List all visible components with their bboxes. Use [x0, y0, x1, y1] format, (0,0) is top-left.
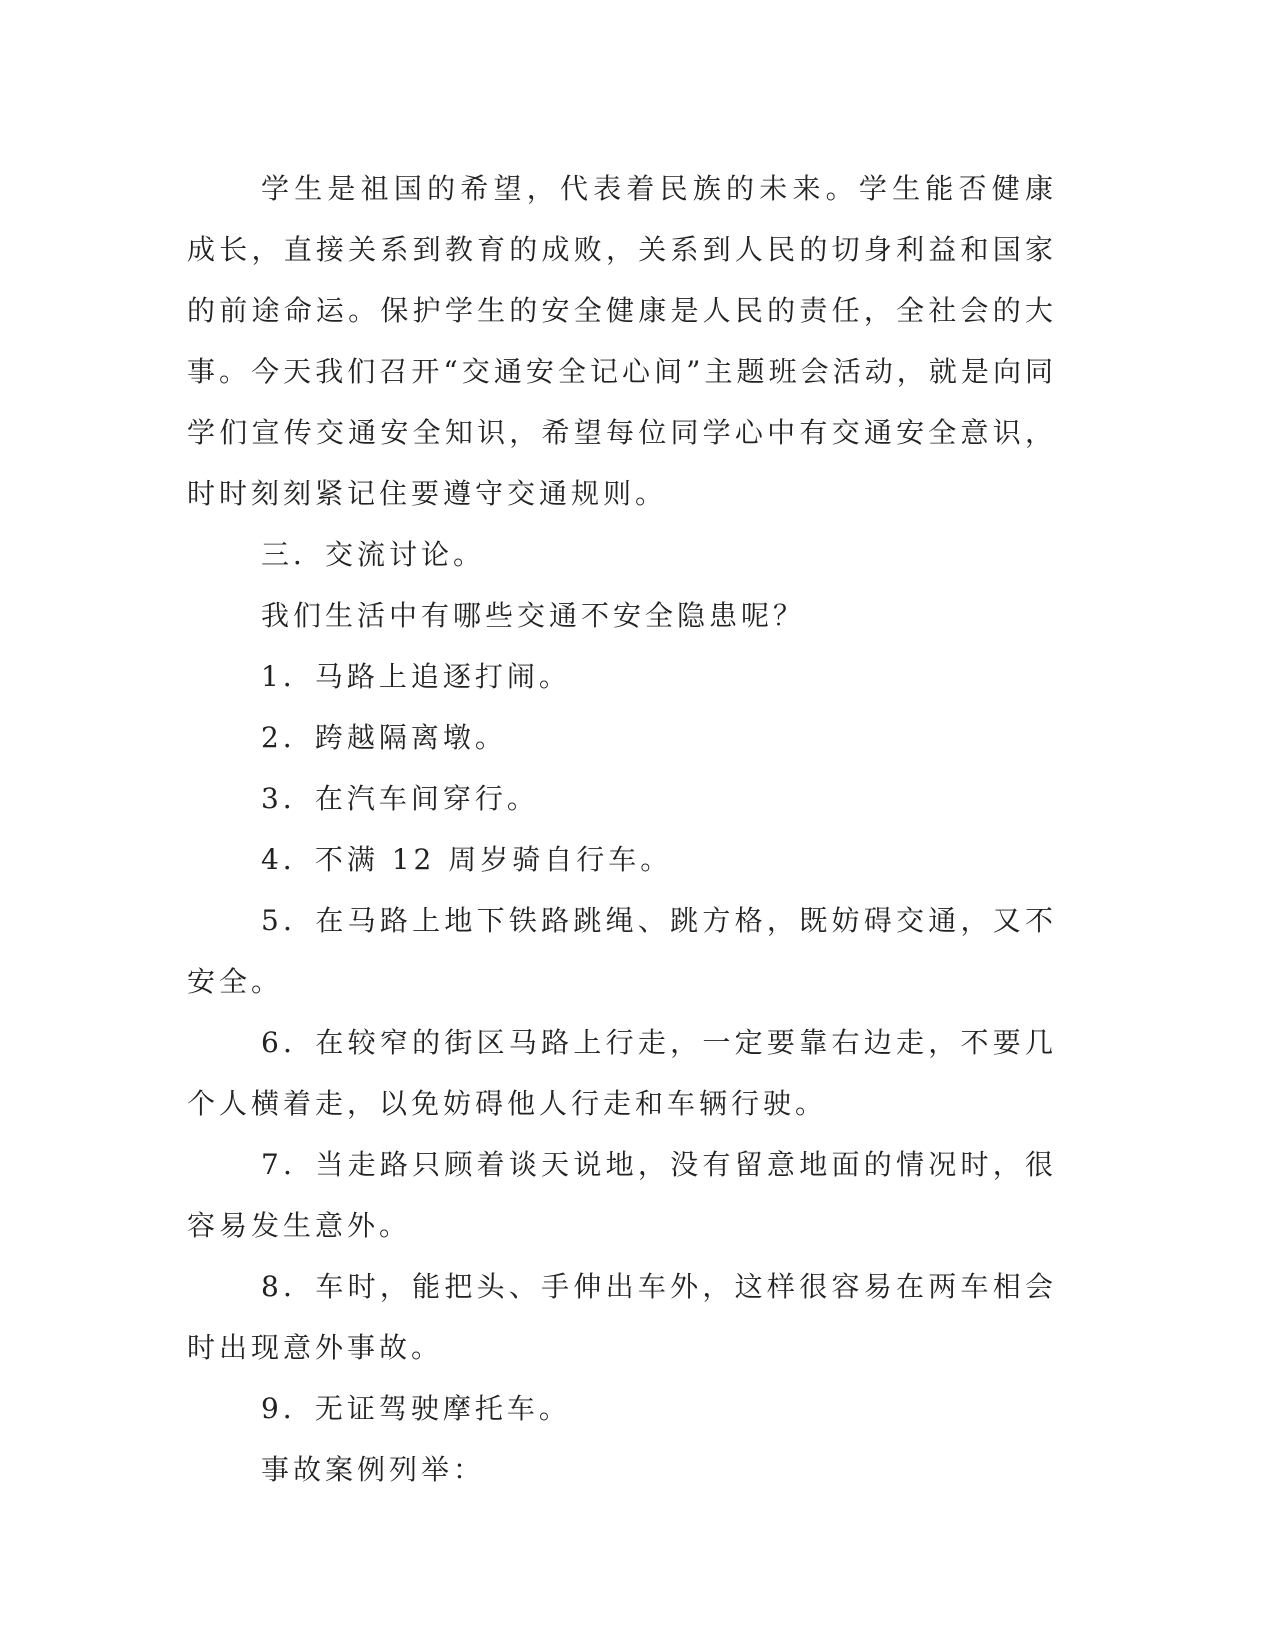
- paragraph-case-examples: 事故案例列举：: [261, 1453, 486, 1486]
- list-item-6: 6．在较窄的街区马路上行走，一定要靠右边走，不要几个人横着走，以免妨碍他人行走和车辆行驶。: [187, 1026, 1057, 1120]
- paragraph-intro: 学生是祖国的希望，代表着民族的未来。学生能否健康成长，直接关系到教育的成败，关系到人民的切身利益和国家的前途命运。保护学生的安全健康是人民的责任，全社会的大事。今天我们召开“交通安全记心间”主题班会活动，就是向同学们宣传交通安全知识，希望每位同学心中有交通安全意识，时时刻刻紧记住要遵守交通规则。: [187, 172, 1057, 510]
- list-item-7: 7．当走路只顾着谈天说地，没有留意地面的情况时，很容易发生意外。: [187, 1148, 1057, 1242]
- document-body: [187, 158, 1057, 1500]
- section-heading-discussion: 三．交流讨论。: [261, 538, 486, 571]
- paragraph-question: 我们生活中有哪些交通不安全隐患呢？: [261, 599, 806, 632]
- list-item-3: 3．在汽车间穿行。: [261, 782, 539, 815]
- list-item-9: 9．无证驾驶摩托车。: [261, 1392, 571, 1425]
- list-item-2: 2．跨越隔离墩。: [261, 721, 507, 754]
- list-item-1: 1．马路上追逐打闹。: [261, 660, 571, 693]
- list-item-8: 8．车时，能把头、手伸出车外，这样很容易在两车相会时出现意外事故。: [187, 1270, 1057, 1364]
- list-item-4: 4．不满 12 周岁骑自行车。: [261, 843, 673, 876]
- list-item-5: 5．在马路上地下铁路跳绳、跳方格，既妨碍交通，又不安全。: [187, 904, 1057, 998]
